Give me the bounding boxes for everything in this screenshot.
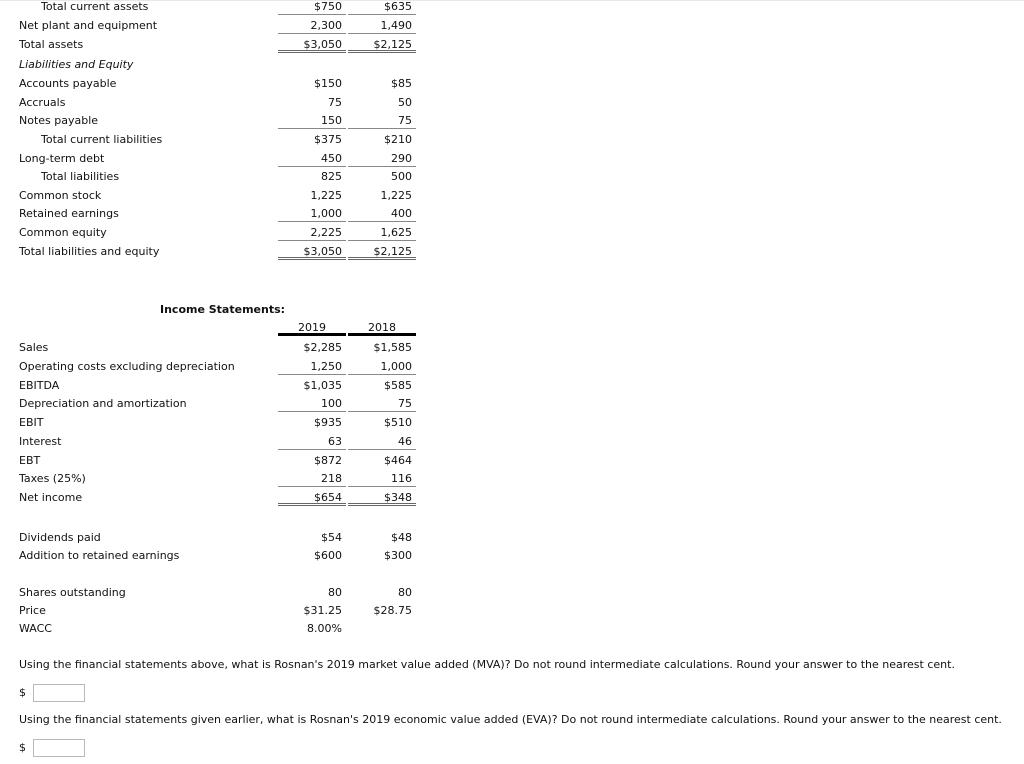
value-2018: 500 — [391, 170, 412, 183]
row-label: Accounts payable — [19, 77, 117, 90]
row-label: Dividends paid — [19, 531, 101, 544]
row-label: Liabilities and Equity — [19, 58, 134, 71]
value-2019: $935 — [314, 416, 342, 429]
row-label: Operating costs excluding depreciation — [19, 360, 235, 373]
eva-answer-input[interactable] — [33, 739, 85, 757]
value-2019: $600 — [314, 549, 342, 562]
value-2019: 80 — [328, 586, 342, 599]
value-2018: 1,000 — [348, 358, 416, 375]
value-2018: 80 — [398, 586, 412, 599]
value-2018: $85 — [391, 77, 412, 90]
value-2019: $750 — [278, 0, 346, 15]
value-2018: $348 — [348, 489, 416, 506]
value-2018: $464 — [384, 454, 412, 467]
row-label: Accruals — [19, 96, 66, 109]
value-2018: 46 — [348, 433, 416, 450]
section-title: Income Statements: — [160, 303, 286, 316]
row-label: Total liabilities — [41, 170, 120, 183]
value-2019: 75 — [328, 96, 342, 109]
table-row — [0, 547, 440, 565]
value-2018: 1,225 — [380, 189, 412, 202]
row-label: Total current assets — [41, 0, 149, 13]
value-2018: 1,490 — [348, 17, 416, 34]
row-label: Common equity — [19, 226, 107, 239]
column-header-2018: 2018 — [348, 319, 416, 336]
table-row — [0, 358, 440, 376]
value-2019: 1,250 — [278, 358, 346, 375]
row-label: Net plant and equipment — [19, 19, 158, 32]
value-2019: 1,000 — [278, 205, 346, 222]
table-row — [0, 131, 440, 149]
row-label: Interest — [19, 435, 62, 448]
row-label: Total assets — [19, 38, 84, 51]
value-2019: $3,050 — [278, 243, 346, 260]
value-2018: 75 — [348, 395, 416, 412]
row-label: EBIT — [19, 416, 44, 429]
value-2018: $28.75 — [373, 604, 412, 617]
table-row — [0, 489, 440, 507]
table-row — [0, 187, 440, 205]
row-label: Taxes (25%) — [19, 472, 86, 485]
row-label: Retained earnings — [19, 207, 119, 220]
column-header-row — [0, 319, 440, 337]
value-2019: 8.00% — [307, 622, 342, 635]
table-row — [0, 620, 440, 638]
value-2019: 825 — [321, 170, 342, 183]
value-2018: $585 — [384, 379, 412, 392]
value-2018: $300 — [384, 549, 412, 562]
value-2018: $2,125 — [348, 36, 416, 53]
question-eva: Using the financial statements given earlier, what is Rosnan's 2019 economic value added (EVA)? Do not round intermediate calculations. Round your answer to the nearest cent. — [19, 713, 1002, 726]
row-label: Total liabilities and equity — [19, 245, 160, 258]
table-row — [0, 377, 440, 395]
row-label: Net income — [19, 491, 83, 504]
table-row — [0, 205, 440, 223]
table-row — [0, 94, 440, 112]
value-2019: $872 — [314, 454, 342, 467]
value-2019: $1,035 — [303, 379, 342, 392]
table-row — [0, 395, 440, 413]
row-label: Notes payable — [19, 114, 99, 127]
value-2018: $635 — [348, 0, 416, 15]
table-row — [0, 529, 440, 547]
currency-symbol: $ — [19, 741, 26, 754]
value-2018: 116 — [348, 470, 416, 487]
value-2018: $210 — [384, 133, 412, 146]
row-label: WACC — [19, 622, 52, 635]
value-2019: 100 — [278, 395, 346, 412]
value-2018: 50 — [398, 96, 412, 109]
value-2019: 450 — [278, 150, 346, 167]
value-2019: 218 — [278, 470, 346, 487]
answer-mva — [19, 684, 99, 704]
value-2019: $3,050 — [278, 36, 346, 53]
value-2019: $654 — [278, 489, 346, 506]
row-label: Price — [19, 604, 46, 617]
section-heading — [0, 56, 440, 74]
value-2018: $510 — [384, 416, 412, 429]
currency-symbol: $ — [19, 686, 26, 699]
table-row — [0, 36, 440, 54]
value-2019: $150 — [314, 77, 342, 90]
value-2018: 400 — [348, 205, 416, 222]
table-row — [0, 17, 440, 35]
value-2019: $2,285 — [303, 341, 342, 354]
value-2018: $48 — [391, 531, 412, 544]
table-row — [0, 0, 440, 16]
value-2019: $31.25 — [303, 604, 342, 617]
table-row — [0, 243, 440, 261]
value-2018: $2,125 — [348, 243, 416, 260]
value-2018: 290 — [348, 150, 416, 167]
value-2019: $375 — [314, 133, 342, 146]
value-2019: 2,300 — [278, 17, 346, 34]
row-label: Total current liabilities — [41, 133, 163, 146]
value-2019: 2,225 — [278, 224, 346, 241]
table-row — [0, 433, 440, 451]
table-row — [0, 224, 440, 242]
question-mva: Using the financial statements above, what is Rosnan's 2019 market value added (MVA)? Do not round intermediate calculations. Round your answer to the nearest cent. — [19, 658, 955, 671]
table-row — [0, 168, 440, 186]
row-label: Shares outstanding — [19, 586, 126, 599]
table-row — [0, 150, 440, 168]
row-label: Sales — [19, 341, 49, 354]
table-row — [0, 75, 440, 93]
value-2019: $54 — [321, 531, 342, 544]
table-row — [0, 112, 440, 130]
table-row — [0, 602, 440, 620]
row-label: Long-term debt — [19, 152, 105, 165]
answer-eva — [19, 739, 99, 759]
mva-answer-input[interactable] — [33, 684, 85, 702]
table-row — [0, 470, 440, 488]
table-row — [0, 339, 440, 357]
table-row — [0, 584, 440, 602]
value-2018: $1,585 — [373, 341, 412, 354]
row-label: EBITDA — [19, 379, 60, 392]
table-row — [0, 414, 440, 432]
row-label: Addition to retained earnings — [19, 549, 180, 562]
row-label: Depreciation and amortization — [19, 397, 187, 410]
table-row — [0, 452, 440, 470]
value-2018: 75 — [348, 112, 416, 129]
value-2019: 150 — [278, 112, 346, 129]
row-label: EBT — [19, 454, 41, 467]
column-header-2019: 2019 — [278, 319, 346, 336]
value-2018: 1,625 — [348, 224, 416, 241]
row-label: Common stock — [19, 189, 102, 202]
value-2019: 63 — [278, 433, 346, 450]
value-2018 — [348, 620, 416, 637]
value-2019: 1,225 — [310, 189, 342, 202]
